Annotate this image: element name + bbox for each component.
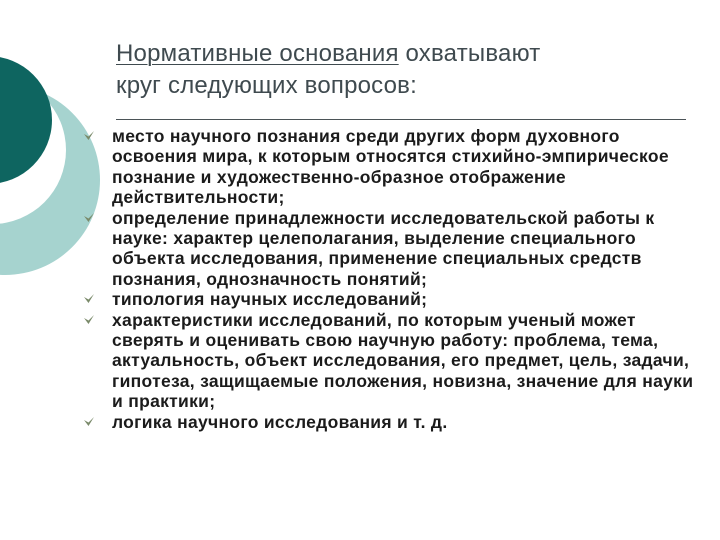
title-rest: охватывают [398,40,541,67]
bullet-item-3 [80,289,705,309]
title-divider [116,119,686,120]
checkmark-bullet-icon [83,314,95,326]
bullet-text: логика научного исследования и т. д. [112,411,448,432]
checkmark-bullet-icon [83,212,95,224]
checkmark-bullet-icon [83,293,95,305]
bullet-text: характеристики исследований, по которым ученый может сверять и оценивать свою научную работу: проблема, тема, актуальность, объект исследования, его предмет, цель, задачи, гипотеза, защищаемые положения, новизна, значение для науки и практики; [112,309,694,412]
bullet-list [80,126,705,432]
title-line-2: круг следующих вопросов: [116,72,418,99]
bullet-text: место научного познания среди других форм духовного освоения мира, к которым относятся стихийно-эмпирическое познание и художественно-образное отображение действительности; [112,126,669,208]
bullet-item-1 [80,126,705,208]
bullet-text: типология научных исследований; [112,289,428,310]
bullet-item-5 [80,412,705,432]
checkmark-bullet-icon [83,130,95,142]
bullet-item-2 [80,208,705,290]
slide-title [116,38,696,102]
checkmark-bullet-icon [83,416,95,428]
title-underlined-part: Нормативные основания [116,40,399,67]
bullet-item-4 [80,310,705,412]
bullet-text: определение принадлежности исследовательской работы к науке: характер целеполагания, выделение специального объекта исследования, применение специальных средств познания, однозначность понятий; [112,207,655,289]
